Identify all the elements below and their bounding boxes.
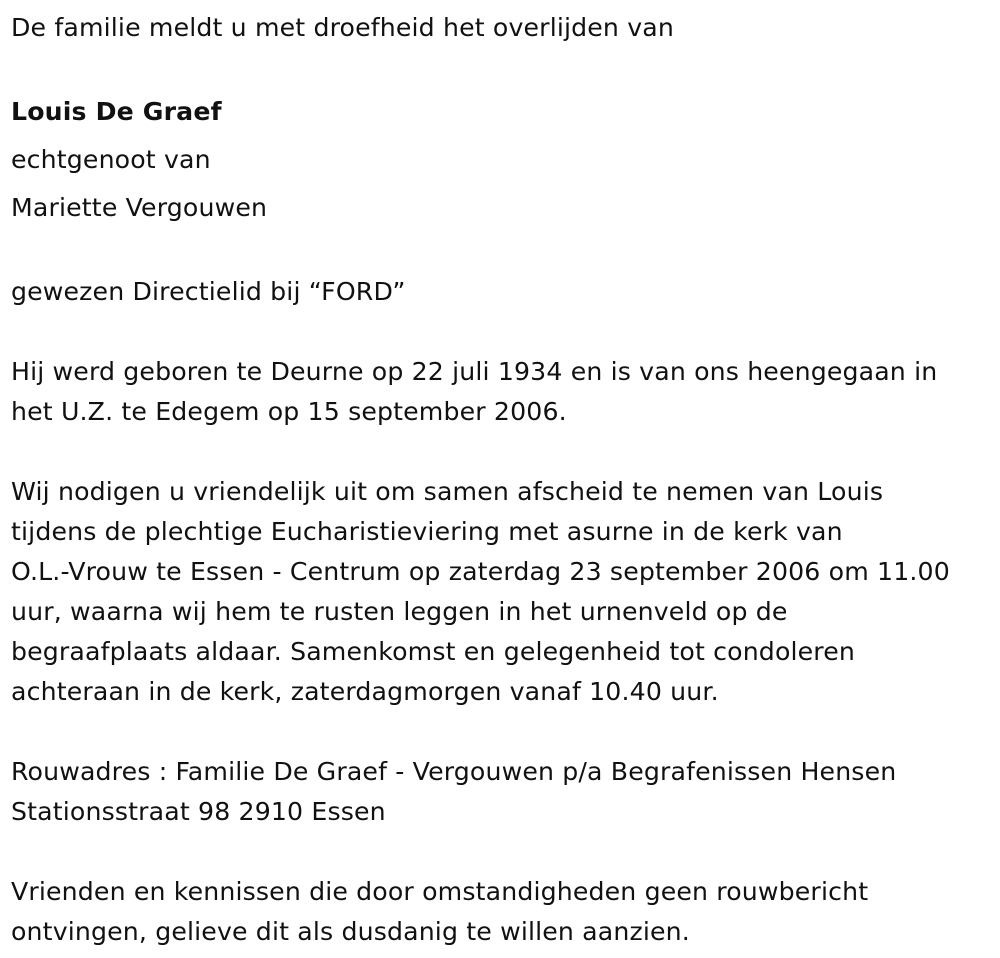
paragraph-line: O.L.-Vrouw te Essen - Centrum op zaterdag 23 september 2006 om 11.00 xyxy=(11,557,950,586)
closing-paragraph xyxy=(11,872,996,952)
paragraph-line: Stationsstraat 98 2910 Essen xyxy=(11,797,386,826)
paragraph-line: Hij werd geboren te Deurne op 22 juli 1934 en is van ons heengegaan in xyxy=(11,357,938,386)
intro-text: De familie meldt u met droefheid het overlijden van xyxy=(11,13,674,42)
paragraph-line: ontvingen, gelieve dit als dusdanig te willen aanzien. xyxy=(11,917,690,946)
paragraph-line: achteraan in de kerk, zaterdagmorgen vanaf 10.40 uur. xyxy=(11,677,719,706)
obituary-notice xyxy=(11,8,996,952)
paragraph-line: uur, waarna wij hem te rusten leggen in het urnenveld op de xyxy=(11,597,788,626)
birth-death-paragraph xyxy=(11,352,996,432)
role-text: gewezen Directielid bij “FORD” xyxy=(11,277,406,306)
paragraph-line: Rouwadres : Familie De Graef - Vergouwen p/a Begrafenissen Hensen xyxy=(11,757,897,786)
address-paragraph xyxy=(11,752,996,832)
paragraph-line: begraafplaats aldaar. Samenkomst en gelegenheid tot condoleren xyxy=(11,637,856,666)
paragraph-line: Vrienden en kennissen die door omstandigheden geen rouwbericht xyxy=(11,877,869,906)
paragraph-line: Wij nodigen u vriendelijk uit om samen afscheid te nemen van Louis xyxy=(11,477,884,506)
ceremony-paragraph xyxy=(11,472,996,712)
relation-text: echtgenoot van xyxy=(11,145,211,174)
deceased-name: Louis De Graef xyxy=(11,97,222,126)
spouse-name: Mariette Vergouwen xyxy=(11,193,268,222)
paragraph-line: tijdens de plechtige Eucharistieviering met asurne in de kerk van xyxy=(11,517,843,546)
paragraph-line: het U.Z. te Edegem op 15 september 2006. xyxy=(11,397,567,426)
